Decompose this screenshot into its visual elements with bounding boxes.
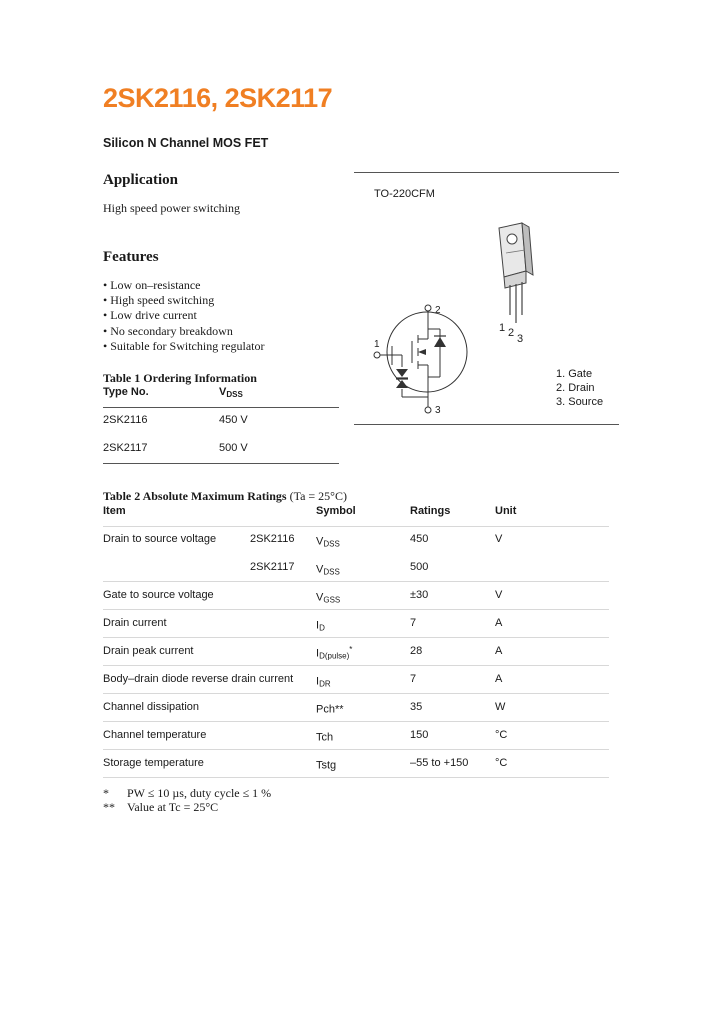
table2-header-item: Item <box>103 505 126 517</box>
list-item: • High speed switching <box>103 293 215 308</box>
table1-header-vdss: $V_{DSS}$ <box>219 386 243 399</box>
table-cell-symbol: $I_D$ <box>316 619 325 633</box>
footnote: * PW ≤ 10 µs, duty cycle ≤ 1 % <box>103 786 272 800</box>
package-rule-bottom <box>354 424 619 425</box>
table-cell-unit: °C <box>495 729 508 741</box>
table-cell: 500 V <box>219 442 248 454</box>
table-cell-unit: W <box>495 701 506 713</box>
table-cell-rating: 450 <box>410 533 429 545</box>
table-cell-rating: 500 <box>410 561 429 573</box>
table-cell-item: Channel temperature <box>103 729 207 741</box>
table-cell: 450 V <box>219 414 248 426</box>
table-cell-rating: 28 <box>410 645 423 657</box>
table-cell-rating: 7 <box>410 673 417 685</box>
features-heading: Features <box>103 249 159 265</box>
table-cell-unit: V <box>495 533 503 545</box>
pin-legend <box>556 367 603 409</box>
table-row-divider <box>103 581 609 582</box>
package-name: TO-220CFM <box>374 188 435 200</box>
table1-header-type: Type No. <box>103 386 149 398</box>
table-cell-symbol: Tch <box>316 731 334 744</box>
table1-title: Table 1 Ordering Information <box>103 371 257 385</box>
pin-number: 1 <box>374 339 380 350</box>
table2-header-ratings: Ratings <box>410 505 451 517</box>
table-row-divider <box>103 749 609 750</box>
table-row: 2SK2116 <box>103 414 148 426</box>
table-cell-rating: 7 <box>410 617 417 629</box>
table-cell-symbol: $I_{DR}$ <box>316 675 331 689</box>
footnote: ** Value at Tc = 25°C <box>103 800 219 814</box>
table-cell-rating: ±30 <box>410 589 429 601</box>
mosfet-symbol-icon <box>374 305 467 413</box>
table1-rule <box>103 407 339 408</box>
list-item: • Low drive current <box>103 308 197 323</box>
table1-rule-bottom <box>103 463 339 464</box>
table-cell-unit: A <box>495 673 503 685</box>
package-rule-top <box>354 172 619 173</box>
table-row-divider <box>103 665 609 666</box>
pin-number: 1 <box>499 322 506 334</box>
table-cell-item: Body–drain diode reverse drain current <box>103 673 294 685</box>
table-cell-symbol: $V_{DSS}$ <box>316 563 340 577</box>
table-cell-item: Channel dissipation <box>103 701 200 713</box>
table-cell-item: Drain current <box>103 617 167 629</box>
table2-rule <box>103 526 609 527</box>
table-row-divider <box>103 609 609 610</box>
table-cell-item: Storage temperature <box>103 757 204 769</box>
features-list <box>103 278 265 354</box>
table-row-divider <box>103 777 609 778</box>
table-row-divider <box>103 693 609 694</box>
pin-gate: 1. Gate <box>556 368 593 380</box>
table-cell-symbol: Pch** <box>316 703 344 716</box>
table-cell-item: Gate to source voltage <box>103 589 214 601</box>
pin-number: 3 <box>517 333 524 345</box>
table-cell-symbol: $V_{DSS}$ <box>316 535 340 549</box>
table-cell-unit: °C <box>495 757 508 769</box>
pin-number: 2 <box>508 327 515 339</box>
table-cell-type: 2SK2116 <box>250 533 295 545</box>
table-row: 2SK2117 <box>103 442 148 454</box>
table-cell-rating: 35 <box>410 701 423 713</box>
table-cell-symbol: Tstg <box>316 759 337 772</box>
table2-title: Table 2 Absolute Maximum Ratings (Ta = 25°C) <box>103 489 347 503</box>
page-subtitle: Silicon N Channel MOS FET <box>103 136 269 150</box>
table-cell-unit: V <box>495 589 503 601</box>
table2-header-symbol: Symbol <box>316 505 356 517</box>
pin-number: 2 <box>435 305 441 316</box>
table-cell-item: Drain to source voltage <box>103 533 217 545</box>
list-item: • Suitable for Switching regulator <box>103 338 265 353</box>
list-item: • Low on–resistance <box>103 278 201 292</box>
table-cell-rating: 150 <box>410 729 429 741</box>
list-item: • No secondary breakdown <box>103 323 233 338</box>
table-cell-symbol: $I_{D(pulse)}^*$ <box>316 645 353 661</box>
table-cell-type: 2SK2117 <box>250 561 295 573</box>
to220-package-icon <box>499 223 533 323</box>
application-heading: Application <box>103 172 179 188</box>
table-cell-symbol: $V_{GSS}$ <box>316 591 341 605</box>
footnotes <box>103 786 271 814</box>
pin-drain: 2. Drain <box>556 382 595 394</box>
table-cell-item: Drain peak current <box>103 645 194 657</box>
table-cell-rating: –55 to +150 <box>410 757 469 769</box>
table-cell-unit: A <box>495 617 503 629</box>
page-title: 2SK2116, 2SK2117 <box>103 83 333 113</box>
table-cell-unit: A <box>495 645 503 657</box>
pin-source: 3. Source <box>556 396 604 408</box>
table-row-divider <box>103 637 609 638</box>
table2-header-unit: Unit <box>495 505 517 517</box>
pin-number: 3 <box>435 405 441 416</box>
table-row-divider <box>103 721 609 722</box>
application-text: High speed power switching <box>103 201 240 215</box>
